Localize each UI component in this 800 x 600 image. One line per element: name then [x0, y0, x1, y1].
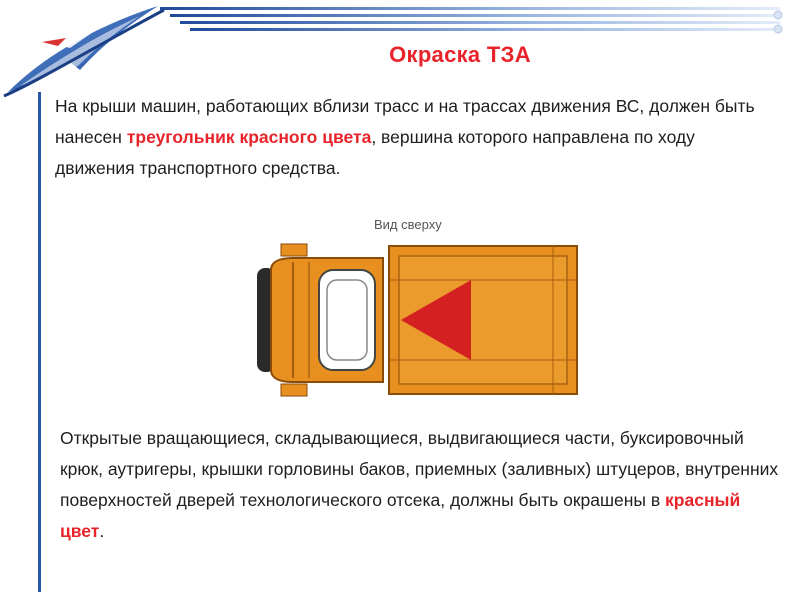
- truck-top-view-image: [253, 240, 583, 400]
- paragraph-text: .: [99, 521, 105, 541]
- slide-title: Окраска ТЗА: [389, 42, 531, 67]
- paragraph-text: , вершина которого направлена по ходу движения транспортного средства.: [55, 127, 695, 178]
- paragraph-roof-marking: [55, 91, 775, 184]
- image-caption: Вид сверху: [374, 217, 442, 232]
- header-stripes: [160, 7, 785, 35]
- paragraph-red-parts: [60, 423, 780, 547]
- sidebar-accent-line: [38, 92, 41, 592]
- paragraph-text: Открытые вращающиеся, складывающиеся, выдвигающиеся части, буксировочный крюк, аутригеры, крышки горловины баков, приемных (заливных) штуцеров, внутренних поверхностей дверей технологического отсека, должны быть окрашены в: [60, 428, 779, 510]
- highlight-red-color: красный цвет: [60, 490, 741, 541]
- airplane-logo-icon: [0, 0, 170, 100]
- highlight-red-triangle: треугольник красного цвета: [126, 127, 372, 147]
- paragraph-text: На крыши машин, работающих вблизи трасс и на трассах движения ВС, должен быть нанесен: [55, 96, 755, 147]
